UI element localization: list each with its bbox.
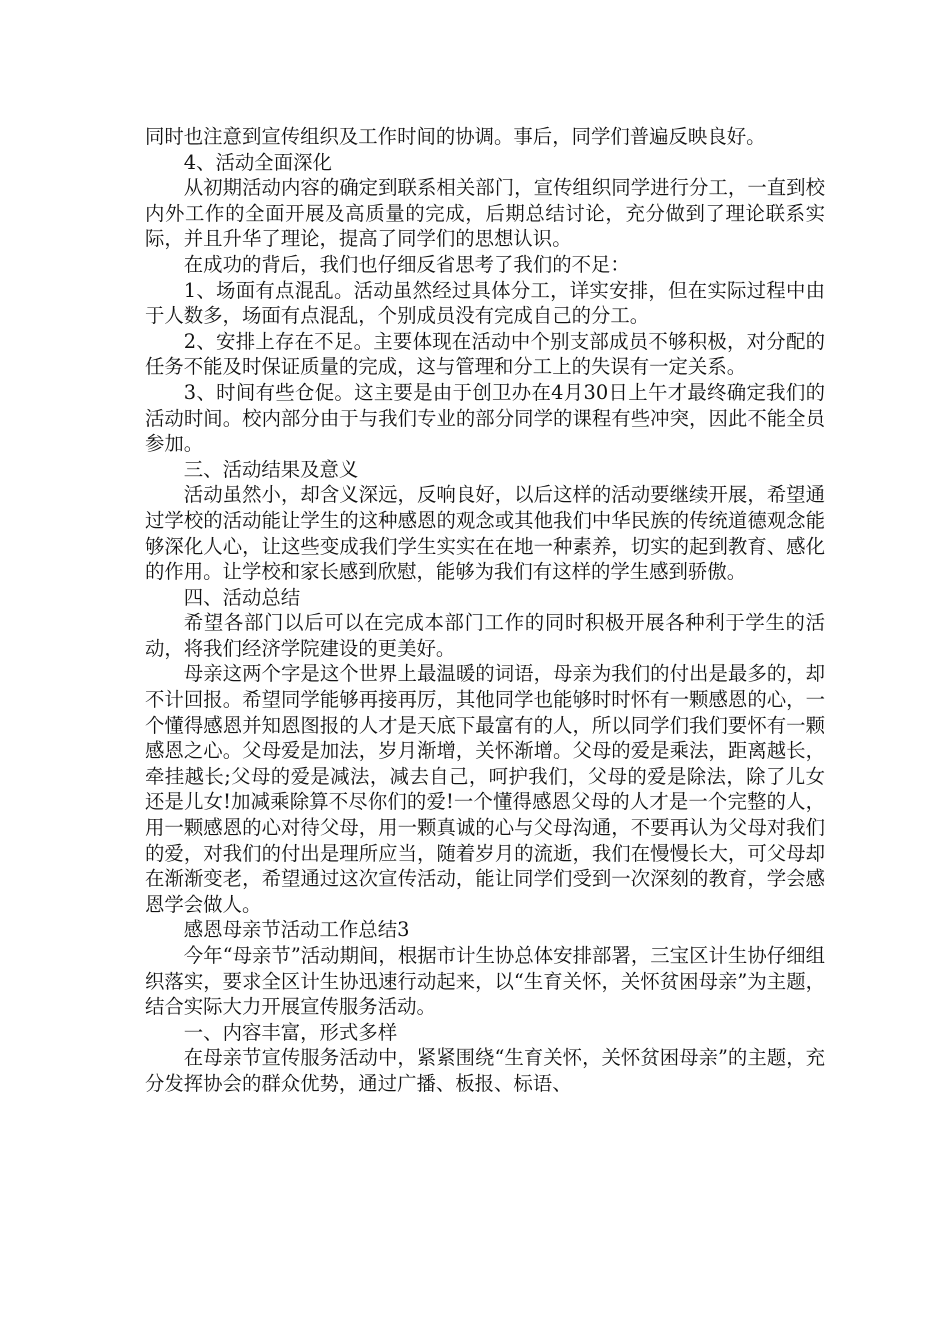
section-heading-results: 三、活动结果及意义 (183, 457, 359, 481)
paragraph-shortcoming-1: 1、场面有点混乱。活动虽然经过具体分工，详实安排，但在实际过程中由于人数多，场面有点混乱，个别成员没有完成自己的分工。 (145, 278, 825, 328)
paragraph-content: 在母亲节宣传服务活动中，紧紧围绕“生育关怀，关怀贫困母亲”的主题，充分发挥协会的群众优势，通过广播、板报、标语、 (145, 1046, 825, 1095)
subheading-item-4: 4、活动全面深化 (183, 150, 332, 174)
paragraph-mother: 母亲这两个字是这个世界上最温暖的词语，母亲为我们的付出是最多的，却不计回报。希望同学能够再接再厉，其他同学也能够时时怀有一颗感恩的心，一个懂得感恩并知恩图报的人才是天底下最富有的人，所以同学们我们要怀有一颗感恩之心。父母爱是加法，岁月渐增，关怀渐增。父母的爱是乘法，距离越长，牵挂越长;父母的爱是减法，减去自己，呵护我们，父母的爱是除法，除了儿女还是儿女!加减乘除算不尽你们的爱!一个懂得感恩父母的人才是一个完整的人，用一颗感恩的心对待父母，用一颗真诚的心与父母沟通，不要再认为父母对我们的爱，对我们的付出是理所应当，随着岁月的流逝，我们在慢慢长大，可父母却在渐渐变老，希望通过这次宣传活动，能让同学们受到一次深刻的教育，学会感恩学会做人。 (145, 662, 825, 916)
paragraph-deepening: 从初期活动内容的确定到联系相关部门，宣传组织同学进行分工，一直到校内外工作的全面开展及高质量的完成，后期总结讨论，充分做到了理论联系实际，并且升华了理论，提高了同学们的思想认识。 (145, 176, 825, 251)
paragraph-results: 活动虽然小，却含义深远，反响良好，以后这样的活动要继续开展，希望通过学校的活动能让学生的这种感恩的观念或其他我们中华民族的传统道德观念能够深化人心，让这些变成我们学生实实在在地一种素养，切实的起到教育、感化的作用。让学校和家长感到欣慰，能够为我们有这样的学生感到骄傲。 (145, 483, 825, 584)
section-heading-summary: 四、活动总结 (183, 585, 301, 609)
document-body (145, 124, 825, 1097)
paragraph-reflection-intro: 在成功的背后，我们也仔细反省思考了我们的不足： (183, 252, 630, 276)
paragraph-continuation: 同时也注意到宣传组织及工作时间的协调。事后，同学们普遍反映良好。 (145, 125, 766, 148)
paragraph-mothers-day-intro: 今年“母亲节”活动期间，根据市计生协总体安排部署，三宝区计生协仔细组织落实，要求全区计生协迅速行动起来，以“生育关怀，关怀贫困母亲”为主题，结合实际大力开展宣传服务活动。 (145, 944, 825, 1019)
paragraph-summary: 希望各部门以后可以在完成本部门工作的同时积极开展各种利于学生的活动，将我们经济学院建设的更美好。 (145, 611, 825, 660)
paragraph-shortcoming-3: 3、时间有些仓促。这主要是由于创卫办在4月30日上午才最终确定我们的活动时间。校内部分由于与我们专业的部分同学的课程有些冲突，因此不能全员参加。 (145, 380, 825, 456)
paragraph-shortcoming-2: 2、安排上存在不足。主要体现在活动中个别支部成员不够积极，对分配的任务不能及时保证质量的完成，这与管理和分工上的失误有一定关系。 (145, 329, 825, 379)
article-title-3: 感恩母亲节活动工作总结3 (183, 918, 410, 942)
section-heading-content: 一、内容丰富，形式多样 (183, 1020, 398, 1044)
